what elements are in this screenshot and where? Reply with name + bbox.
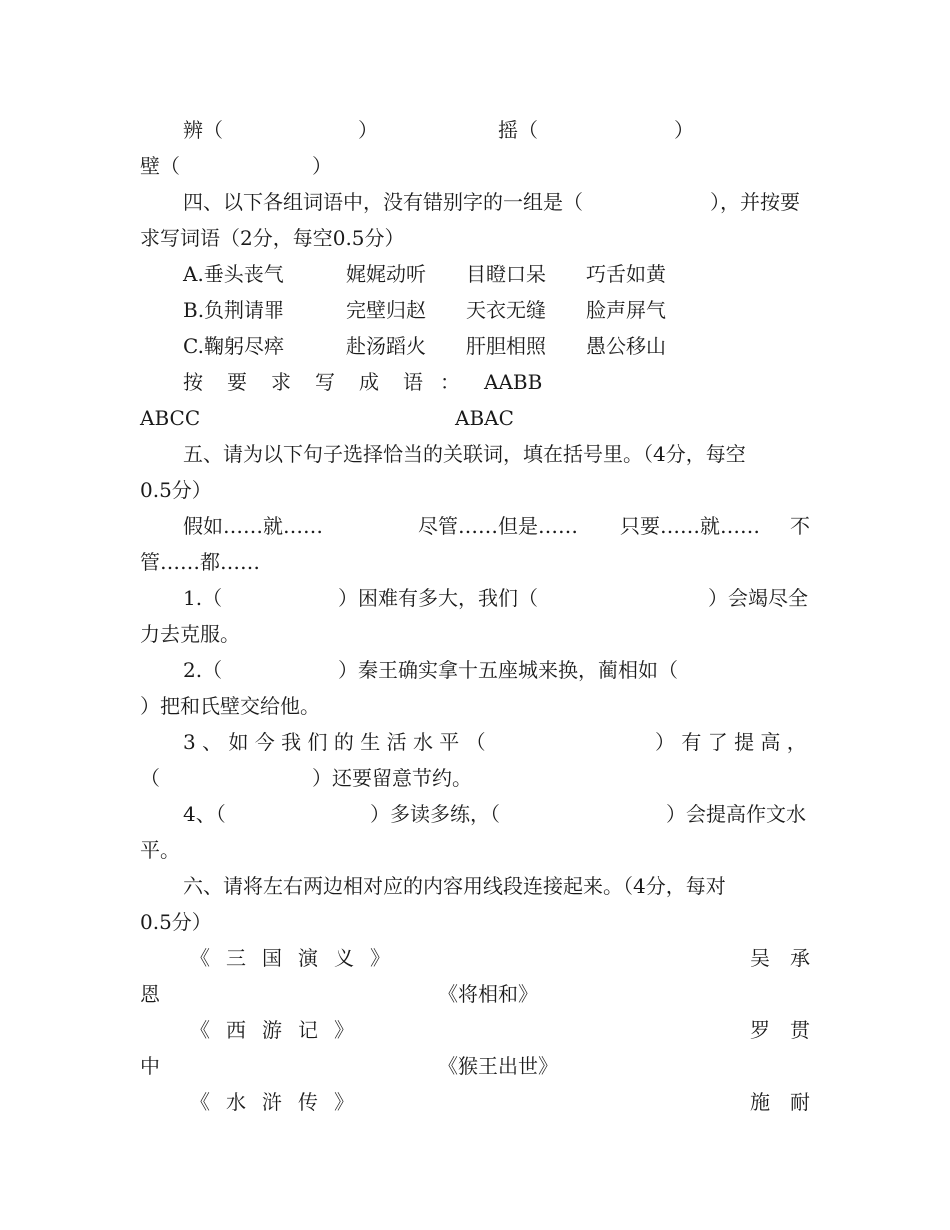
req-char: 求 (271, 370, 291, 394)
q3-line-bian-yao (140, 114, 810, 146)
option-label: B.负荆请罪 (183, 298, 285, 322)
q5-title-line-1 (140, 438, 810, 470)
pattern-abcc: ABCC (140, 406, 201, 430)
book-char: 浒 (262, 1090, 282, 1114)
author-char: 中 (140, 1054, 160, 1078)
book-char: 义 (334, 946, 354, 970)
yao-blank-close: ） (674, 118, 694, 142)
sentence-part: 3 、 如 今 我 们 的 生 活 水 平 （ (183, 730, 486, 754)
q5-sentence-1-line-2 (140, 618, 810, 650)
q6-row-5 (140, 1086, 810, 1118)
sentence-part: ）困难有多大，我们（ (338, 586, 538, 610)
author-char: 恩 (140, 982, 160, 1006)
q6-title-line-2 (140, 906, 810, 938)
pattern-aabb: AABB (484, 370, 543, 394)
q6-row-3 (140, 1014, 810, 1046)
q6-row-2 (140, 978, 810, 1010)
req-char: 写 (315, 370, 335, 394)
pattern-abac: ABAC (455, 406, 514, 430)
req-char: ： (440, 370, 460, 394)
sentence-part: 力去克服。 (140, 622, 240, 646)
q5-sentence-4-line-1 (140, 798, 810, 830)
q3-line-bi (140, 150, 810, 182)
book-char: 国 (262, 946, 282, 970)
option-word: 脸声屏气 (586, 298, 666, 322)
req-char: 按 (183, 370, 203, 394)
sentence-part: ）会竭尽全 (708, 586, 808, 610)
bian-blank-open: 辨（ (183, 118, 223, 142)
conjunction-pair: 不 (790, 514, 810, 538)
q4-title-line-1 (140, 186, 810, 218)
q4-option-a (140, 258, 810, 290)
sentence-part: （ (140, 766, 160, 790)
book-char: 记 (298, 1018, 318, 1042)
q5-title-b: 0.5分） (140, 478, 212, 502)
q4-option-b (140, 294, 810, 326)
book-char: 《 (190, 1090, 210, 1114)
option-word: 天衣无缝 (466, 298, 546, 322)
sentence-part: ）秦王确实拿十五座城来换，蔺相如（ (338, 658, 678, 682)
option-label: C.鞠躬尽瘁 (183, 334, 284, 358)
author-char: 承 (790, 946, 810, 970)
option-word: 娓娓动听 (346, 262, 426, 286)
q5-sentence-2-line-1 (140, 654, 810, 686)
q4-title-a: 四、以下各组词语中，没有错别字的一组是（ (183, 190, 583, 214)
sentence-part: ）还要留意节约。 (312, 766, 472, 790)
sentence-part: ）会提高作文水 (666, 802, 806, 826)
author-char: 耐 (790, 1090, 810, 1114)
book-char: 游 (262, 1018, 282, 1042)
req-char: 要 (227, 370, 247, 394)
q4-title-line-2 (140, 222, 810, 254)
bian-blank-close: ） (358, 118, 378, 142)
q4-title-b: ），并按要 (710, 190, 800, 214)
option-word: 巧舌如黄 (586, 262, 666, 286)
q6-row-1 (140, 942, 810, 974)
q4-pattern-line (140, 402, 810, 434)
book-char: 三 (226, 946, 246, 970)
bi-blank-open: 壁（ (140, 154, 180, 178)
req-char: 语 (403, 370, 423, 394)
yao-blank-open: 摇（ (498, 118, 538, 142)
q5-title-a: 五、请为以下句子选择恰当的关联词，填在括号里。（4分，每空 (183, 442, 746, 466)
book-char: 》 (334, 1090, 354, 1114)
book-char: 演 (298, 946, 318, 970)
book-char: 《 (190, 1018, 210, 1042)
story-title: 《将相和》 (438, 982, 538, 1006)
q4-title-c: 求写词语（2分，每空0.5分） (140, 226, 405, 250)
author-char: 贯 (790, 1018, 810, 1042)
sentence-part: ）多读多练，（ (370, 802, 500, 826)
book-char: 《 (190, 946, 210, 970)
book-char: 》 (334, 1018, 354, 1042)
q6-title-b: 0.5分） (140, 910, 212, 934)
author-char: 施 (750, 1090, 770, 1114)
sentence-part: ） 有 了 提 高 ， (655, 730, 807, 754)
sentence-part: 1.（ (183, 586, 223, 610)
sentence-part: ）把和氏壁交给他。 (140, 694, 320, 718)
conjunction-pair: 只要……就…… (620, 514, 760, 538)
author-char: 罗 (750, 1018, 770, 1042)
sentence-part: 2.（ (183, 658, 223, 682)
q5-word-bank-line-2 (140, 546, 810, 578)
req-char: 成 (359, 370, 379, 394)
q4-requirement-line (140, 366, 810, 398)
option-label: A.垂头丧气 (183, 262, 284, 286)
book-char: 传 (298, 1090, 318, 1114)
author-char: 吴 (750, 946, 770, 970)
option-word: 目瞪口呆 (466, 262, 546, 286)
option-word: 肝胆相照 (466, 334, 546, 358)
q5-sentence-4-line-2 (140, 834, 810, 866)
q5-sentence-3-line-1 (140, 726, 810, 758)
q5-sentence-3-line-2 (140, 762, 810, 794)
book-char: 水 (226, 1090, 246, 1114)
bi-blank-close: ） (312, 154, 332, 178)
q6-title-line-1 (140, 870, 810, 902)
conjunction-pair: 管……都…… (140, 550, 260, 574)
q5-sentence-1-line-1 (140, 582, 810, 614)
q5-word-bank-line-1 (140, 510, 810, 542)
q6-title-a: 六、请将左右两边相对应的内容用线段连接起来。（4分，每对 (183, 874, 726, 898)
q4-option-c (140, 330, 810, 362)
option-word: 赴汤蹈火 (346, 334, 426, 358)
option-word: 愚公移山 (586, 334, 666, 358)
sentence-part: 平。 (140, 838, 180, 862)
book-char: 》 (370, 946, 390, 970)
conjunction-pair: 尽管……但是…… (418, 514, 578, 538)
q6-row-4 (140, 1050, 810, 1082)
q5-title-line-2 (140, 474, 810, 506)
conjunction-pair: 假如……就…… (183, 514, 323, 538)
option-word: 完壁归赵 (346, 298, 426, 322)
q5-sentence-2-line-2 (140, 690, 810, 722)
book-char: 西 (226, 1018, 246, 1042)
sentence-part: 4、（ (183, 802, 226, 826)
story-title: 《猴王出世》 (438, 1054, 558, 1078)
